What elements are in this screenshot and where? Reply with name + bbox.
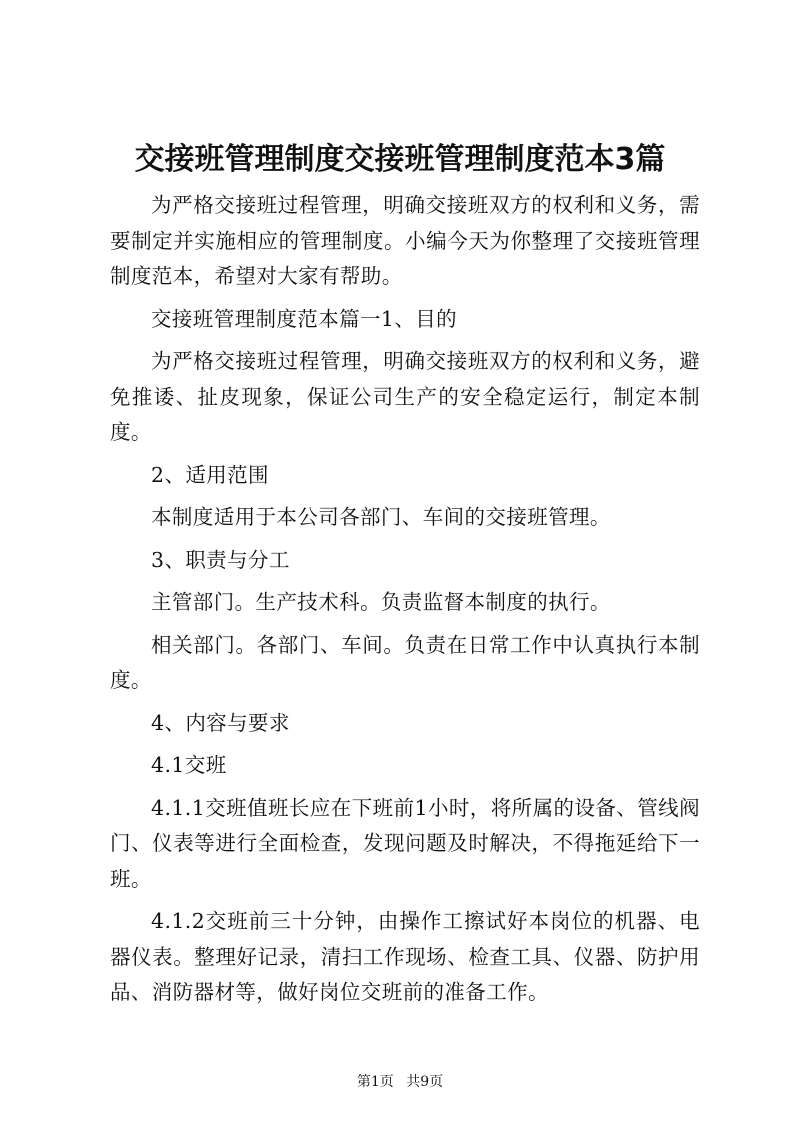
paragraph-related-departments: 相关部门。各部门、车间。负责在日常工作中认真执行本制度。	[110, 632, 700, 692]
paragraph-section-2-heading: 2、适用范围	[151, 462, 269, 487]
document-title: 交接班管理制度交接班管理制度范本3篇	[134, 142, 666, 177]
paragraph-4-1-1: 4.1.1交班值班长应在下班前1小时，将所属的设备、管线阀门、仪表等进行全面检查，发现问题及时解决，不得拖延给下一班。	[110, 795, 700, 891]
page-footer	[0, 1072, 800, 1092]
paragraph-section-1-heading: 交接班管理制度范本篇一1、目的	[151, 306, 458, 331]
paragraph-section-3-heading: 3、职责与分工	[151, 547, 290, 572]
page-total: 共9页	[406, 1074, 444, 1090]
paragraph-section-4-1-heading: 4.1交班	[151, 753, 227, 777]
paragraph-main-department: 主管部门。生产技术科。负责监督本制度的执行。	[151, 590, 611, 614]
paragraph-4-1-2: 4.1.2交班前三十分钟，由操作工擦试好本岗位的机器、电器仪表。整理好记录，清扫工作现场、检查工具、仪器、防护用品、消防器材等，做好岗位交班前的准备工作。	[110, 909, 700, 1004]
page-number: 第1页	[356, 1074, 394, 1090]
paragraph-purpose: 为严格交接班过程管理，明确交接班双方的权利和义务，避免推诿、扯皮现象，保证公司生产的安全稳定运行，制定本制度。	[110, 349, 700, 444]
paragraph-intro: 为严格交接班过程管理，明确交接班双方的权利和义务，需要制定并实施相应的管理制度。小编今天为你整理了交接班管理制度范本，希望对大家有帮助。	[110, 193, 700, 288]
paragraph-section-4-heading: 4、内容与要求	[151, 710, 290, 735]
document-body	[110, 188, 700, 1018]
paragraph-scope: 本制度适用于本公司各部门、车间的交接班管理。	[151, 505, 611, 529]
